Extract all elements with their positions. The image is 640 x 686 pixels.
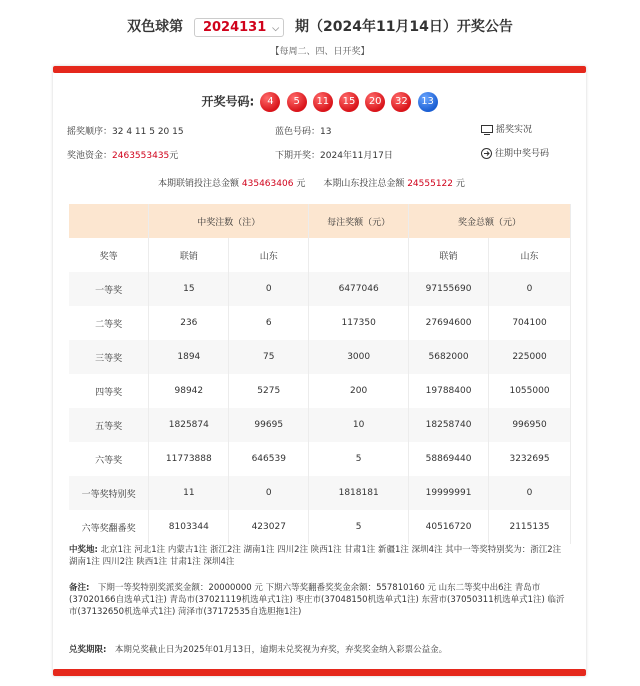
count-union: 11773888: [149, 442, 229, 476]
next-draw-value: 2024年11月17日: [320, 151, 393, 161]
claim-deadline-label: 兑奖期限:: [69, 645, 107, 655]
count-union: 15: [149, 272, 229, 306]
count-shandong: 75: [229, 340, 309, 374]
bottom-red-bar: [53, 669, 586, 676]
subheader-shandong: 山东: [489, 238, 571, 272]
subheader-union: 联销: [409, 238, 489, 272]
draw-order: [67, 124, 184, 137]
count-union: 11: [149, 476, 229, 510]
jackpot-value: 2463553435: [112, 151, 170, 161]
total-shandong: 225000: [489, 340, 571, 374]
count-shandong: 0: [229, 272, 309, 306]
per-prize: 5: [309, 442, 409, 476]
blue-number-label: 蓝色号码：: [275, 127, 321, 137]
prize-level: 一等奖: [69, 272, 149, 306]
count-shandong: 0: [229, 476, 309, 510]
jackpot-unit: 元: [169, 151, 179, 161]
table-row: [69, 272, 571, 306]
page-title: [0, 16, 640, 37]
prize-level: 六等奖翻番奖: [69, 510, 149, 544]
prize-level: 五等奖: [69, 408, 149, 442]
shandong-sales-value: 24555122: [407, 179, 454, 189]
winning-numbers: [53, 92, 586, 112]
count-shandong: 646539: [229, 442, 309, 476]
draw-schedule: 【每周二、四、日开奖】: [270, 47, 370, 57]
total-shandong: 1055000: [489, 374, 571, 408]
red-ball: 20: [365, 92, 385, 112]
header-corner: [69, 204, 149, 238]
blue-ball: 13: [418, 92, 438, 112]
live-draw-label: 摇奖实况: [496, 125, 533, 135]
title-suffix: 期（2024年11月14日）开奖公告: [294, 19, 513, 35]
count-shandong: 5275: [229, 374, 309, 408]
count-union: 236: [149, 306, 229, 340]
remarks-label: 备注:: [69, 583, 90, 593]
winning-numbers-label: 开奖号码:: [201, 94, 255, 109]
table-row: [69, 408, 571, 442]
total-shandong: 996950: [489, 408, 571, 442]
count-union: 98942: [149, 374, 229, 408]
blue-number: [275, 124, 331, 137]
draw-order-label: 摇奖顺序：: [67, 127, 113, 137]
prize-rows: [69, 272, 571, 544]
union-sales-value: 435463406: [241, 179, 294, 189]
winner-regions-text: 北京1注 河北1注 内蒙古1注 浙江2注 湖南1注 四川2注 陕西1注 甘肃1注 新疆1注 深圳4注 其中一等奖特别奖为：浙江2注 湖南1注 四川2注 陕西1注 甘肃1注 深圳4注: [69, 545, 562, 567]
table-row: [69, 374, 571, 408]
total-shandong: 3232695: [489, 442, 571, 476]
per-prize: 1818181: [309, 476, 409, 510]
remarks-text: 下期一等奖特别奖派奖金额：20000000 元 下期六等奖翻番奖奖金余额：557810160 元 山东二等奖中出6注 青岛市(37020166自选单式1注) 青岛市(37021119机选单式1注) 枣庄市(37048150机选单式1注) 东营市(37050311机选单式1注) 临沂市(37132650机选单式1注) 菏泽市(37172535自选胆拖1注): [69, 583, 565, 617]
remarks: [69, 582, 571, 618]
prize-table: [69, 204, 571, 544]
count-union: 1894: [149, 340, 229, 374]
red-ball: 32: [391, 92, 411, 112]
prize-level: 二等奖: [69, 306, 149, 340]
table-header: [69, 204, 571, 238]
jackpot-label: 奖池资金：: [67, 151, 113, 161]
header-total: 奖金总额（元）: [409, 204, 571, 238]
red-ball: 15: [339, 92, 359, 112]
count-union: 8103344: [149, 510, 229, 544]
total-shandong: 704100: [489, 306, 571, 340]
chevron-down-icon: ⌵: [272, 24, 280, 34]
prize-level: 四等奖: [69, 374, 149, 408]
red-ball: 5: [287, 92, 307, 112]
per-prize: 117350: [309, 306, 409, 340]
sales-summary: [158, 176, 465, 189]
subheader-blank: [309, 238, 409, 272]
blue-number-value: 13: [320, 127, 332, 137]
issue-value: 2024131: [202, 20, 267, 35]
total-union: 19788400: [409, 374, 489, 408]
jackpot-pool: [67, 148, 178, 161]
prize-level: 六等奖: [69, 442, 149, 476]
claim-deadline-text: 本期兑奖截止日为2025年01月13日，逾期未兑奖视为弃奖，弃奖奖金纳入彩票公益金。: [106, 645, 448, 655]
prize-level: 一等奖特别奖: [69, 476, 149, 510]
total-union: 97155690: [409, 272, 489, 306]
total-union: 40516720: [409, 510, 489, 544]
table-row: [69, 306, 571, 340]
per-prize: 5: [309, 510, 409, 544]
total-union: 19999991: [409, 476, 489, 510]
claim-deadline: [69, 644, 571, 656]
subheader-union: 联销: [149, 238, 229, 272]
winner-regions: [69, 544, 571, 568]
live-draw-link[interactable]: [481, 122, 532, 135]
red-ball: 11: [313, 92, 333, 112]
count-shandong: 99695: [229, 408, 309, 442]
sales-suffix: 元: [455, 179, 465, 189]
sales-prefix: 本期联销投注总金额: [158, 179, 240, 189]
count-shandong: 423027: [229, 510, 309, 544]
monitor-icon: [481, 125, 493, 135]
total-union: 58869440: [409, 442, 489, 476]
header-level: 奖等: [69, 238, 149, 272]
red-ball: 4: [260, 92, 280, 112]
title-prefix: 双色球第: [127, 19, 184, 35]
issue-select[interactable]: [194, 18, 284, 37]
total-union: 18258740: [409, 408, 489, 442]
per-prize: 10: [309, 408, 409, 442]
next-draw: [275, 148, 393, 161]
table-subheader: [69, 238, 571, 272]
winner-regions-label: 中奖地:: [69, 545, 98, 555]
history-link[interactable]: [481, 146, 549, 159]
per-prize: 6477046: [309, 272, 409, 306]
total-shandong: 0: [489, 272, 571, 306]
result-panel: [53, 66, 586, 676]
count-union: 1825874: [149, 408, 229, 442]
total-shandong: 0: [489, 476, 571, 510]
per-prize: 3000: [309, 340, 409, 374]
table-row: [69, 476, 571, 510]
total-union: 5682000: [409, 340, 489, 374]
top-red-bar: [53, 66, 586, 73]
total-shandong: 2115135: [489, 510, 571, 544]
history-label: 往期中奖号码: [495, 149, 550, 159]
count-shandong: 6: [229, 306, 309, 340]
sales-mid: 元 本期山东投注总金额: [296, 179, 405, 189]
next-draw-label: 下期开奖：: [275, 151, 321, 161]
per-prize: 200: [309, 374, 409, 408]
prize-level: 三等奖: [69, 340, 149, 374]
draw-order-value: 32 4 11 5 20 15: [112, 127, 184, 137]
arrow-right-circle-icon: [481, 148, 492, 159]
table-row: [69, 510, 571, 544]
table-row: [69, 442, 571, 476]
table-row: [69, 340, 571, 374]
subheader-shandong: 山东: [229, 238, 309, 272]
header-count: 中奖注数（注）: [149, 204, 309, 238]
header-per-prize: 每注奖额（元）: [309, 204, 409, 238]
total-union: 27694600: [409, 306, 489, 340]
